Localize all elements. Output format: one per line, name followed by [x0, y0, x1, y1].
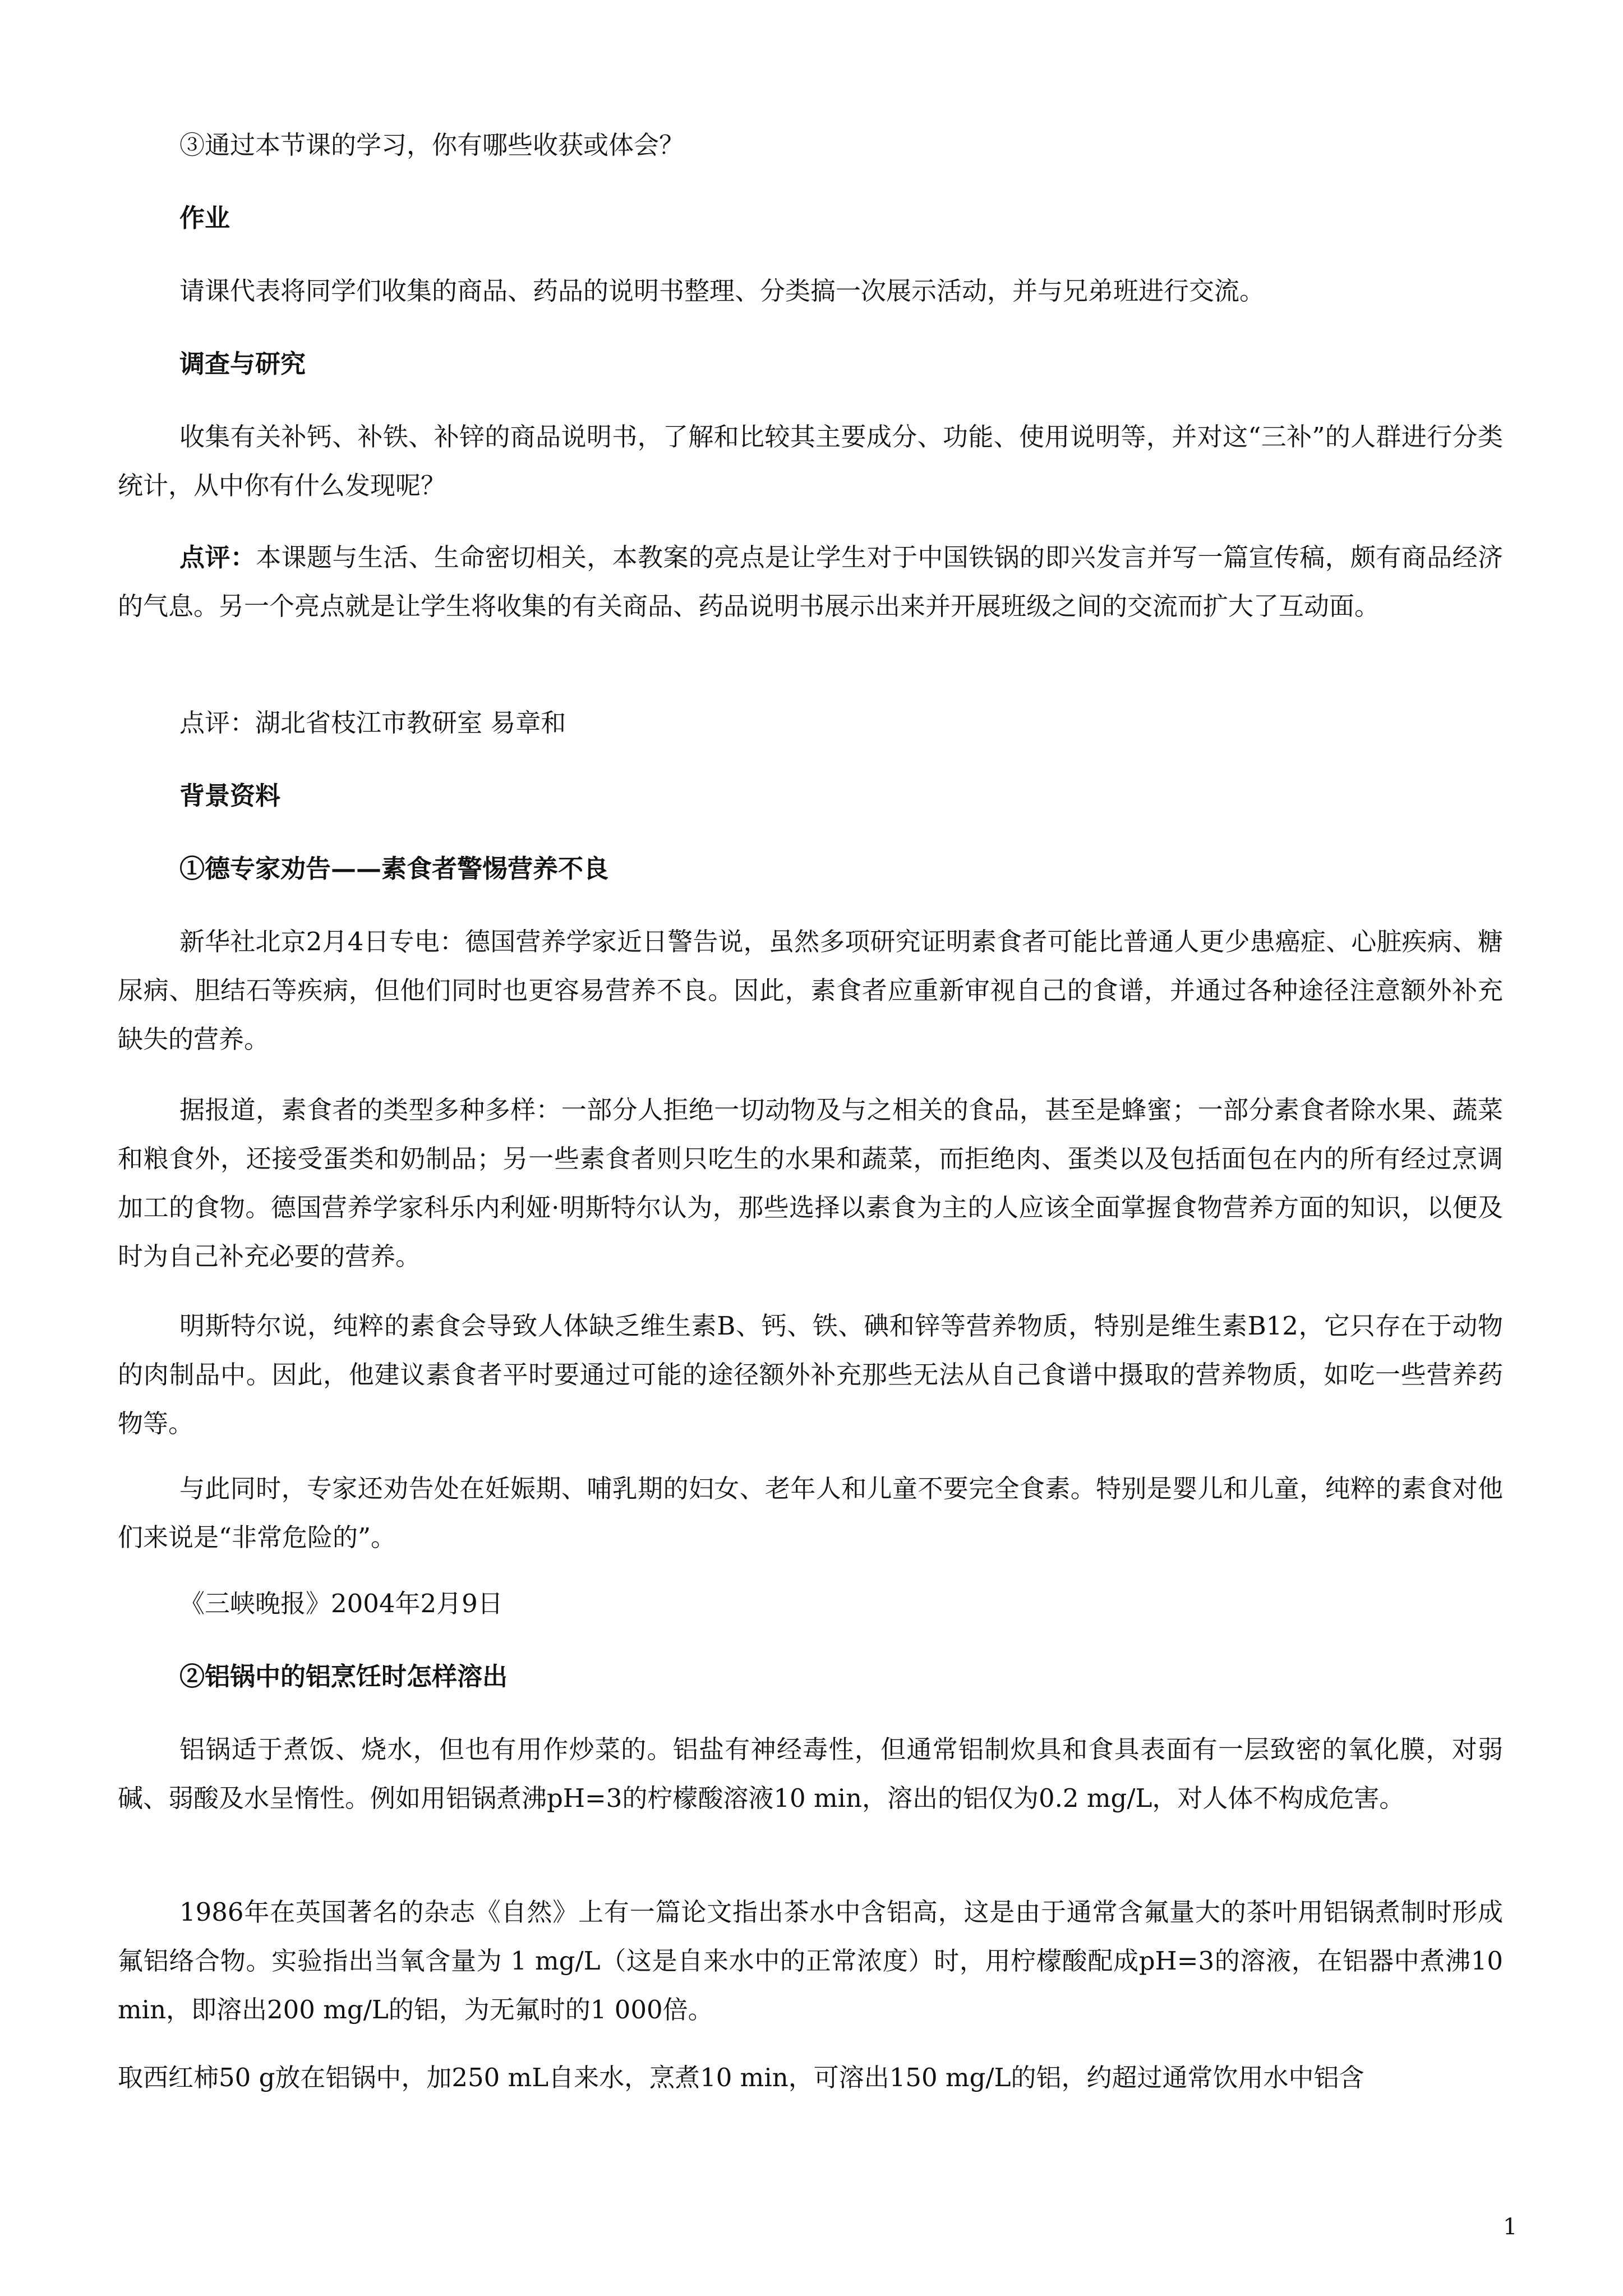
homework-heading: 作业 — [179, 203, 230, 233]
comment-lead: 点评： — [179, 542, 256, 572]
page-number: 1 — [1503, 2214, 1518, 2240]
article-2-paragraph-3: 取西红柿50 g放在铝锅中，加250 mL自来水，烹煮10 min，可溶出150 mg/L的铝，约超过通常饮用水中铝含 — [118, 2063, 1364, 2092]
article-1-title: ①德专家劝告——素食者警惕营养不良 — [179, 854, 609, 884]
survey-text: 收集有关补钙、补铁、补锌的商品说明书，了解和比较其主要成分、功能、使用说明等，并对这“三补”的人群进行分类统计，从中你有什么发现呢？ — [118, 422, 1503, 500]
background-heading: 背景资料 — [179, 781, 281, 811]
article-1-paragraph-1: 新华社北京2月4日专电：德国营养学家近日警告说，虽然多项研究证明素食者可能比普通人更少患癌症、心脏疾病、糖尿病、胆结石等疾病，但他们同时也更容易营养不良。因此，素食者应重新审视自己的食谱，并通过各种途径注意额外补充缺失的营养。 — [118, 927, 1503, 1054]
article-1-paragraph-3: 明斯特尔说，纯粹的素食会导致人体缺乏维生素B、钙、铁、碘和锌等营养物质，特别是维生素B12，它只存在于动物的肉制品中。因此，他建议素食者平时要通过可能的途径额外补充那些无法从自己食谱中摄取的营养物质，如吃一些营养药物等。 — [118, 1311, 1503, 1438]
homework-text: 请课代表将同学们收集的商品、药品的说明书整理、分类搞一次展示活动，并与兄弟班进行交流。 — [179, 276, 1265, 306]
comment-text: 本课题与生活、生命密切相关，本教案的亮点是让学生对于中国铁锅的即兴发言并写一篇宣传稿，颇有商品经济的气息。另一个亮点就是让学生将收集的有关商品、药品说明书展示出来并开展班级之间的交流而扩大了互动面。 — [118, 542, 1503, 621]
article-1-paragraph-2: 据报道，素食者的类型多种多样：一部分人拒绝一切动物及与之相关的食品，甚至是蜂蜜；一部分素食者除水果、蔬菜和粮食外，还接受蛋类和奶制品；另一些素食者则只吃生的水果和蔬菜，而拒绝肉、蛋类以及包括面包在内的所有经过烹调加工的食物。德国营养学家科乐内利娅·明斯特尔认为，那些选择以素食为主的人应该全面掌握食物营养方面的知识，以便及时为自己补充必要的营养。 — [118, 1095, 1503, 1271]
article-2-paragraph-1: 铝锅适于煮饭、烧水，但也有用作炒菜的。铝盐有神经毒性，但通常铝制炊具和食具表面有一层致密的氧化膜，对弱碱、弱酸及水呈惰性。例如用铝锅煮沸pH=3的柠檬酸溶液10 min，溶出的铝仅为0.2 mg/L，对人体不构成危害。 — [118, 1734, 1503, 1813]
article-1-paragraph-4: 与此同时，专家还劝告处在妊娠期、哺乳期的妇女、老年人和儿童不要完全食素。特别是婴儿和儿童，纯粹的素食对他们来说是“非常危险的”。 — [118, 1474, 1503, 1552]
reviewer-line: 点评：湖北省枝江市教研室 易章和 — [179, 708, 566, 738]
article-2-title: ②铝锅中的铝烹饪时怎样溶出 — [179, 1662, 508, 1691]
comment-paragraph — [118, 533, 1503, 631]
article-1-source: 《三峡晚报》2004年2月9日 — [179, 1589, 503, 1618]
survey-heading: 调查与研究 — [179, 349, 306, 379]
question-3: ③通过本节课的学习，你有哪些收获或体会？ — [179, 130, 685, 160]
article-2-paragraph-2: 1986年在英国著名的杂志《自然》上有一篇论文指出茶水中含铝高，这是由于通常含氟量大的茶叶用铝锅煮制时形成氟铝络合物。实验指出当氧含量为 1 mg/L（这是自来水中的正常浓度）时，用柠檬酸配成pH=3的溶液，在铝器中煮沸10 min，即溶出200 mg/L的铝，为无氟时的1 000倍。 — [118, 1897, 1503, 2024]
